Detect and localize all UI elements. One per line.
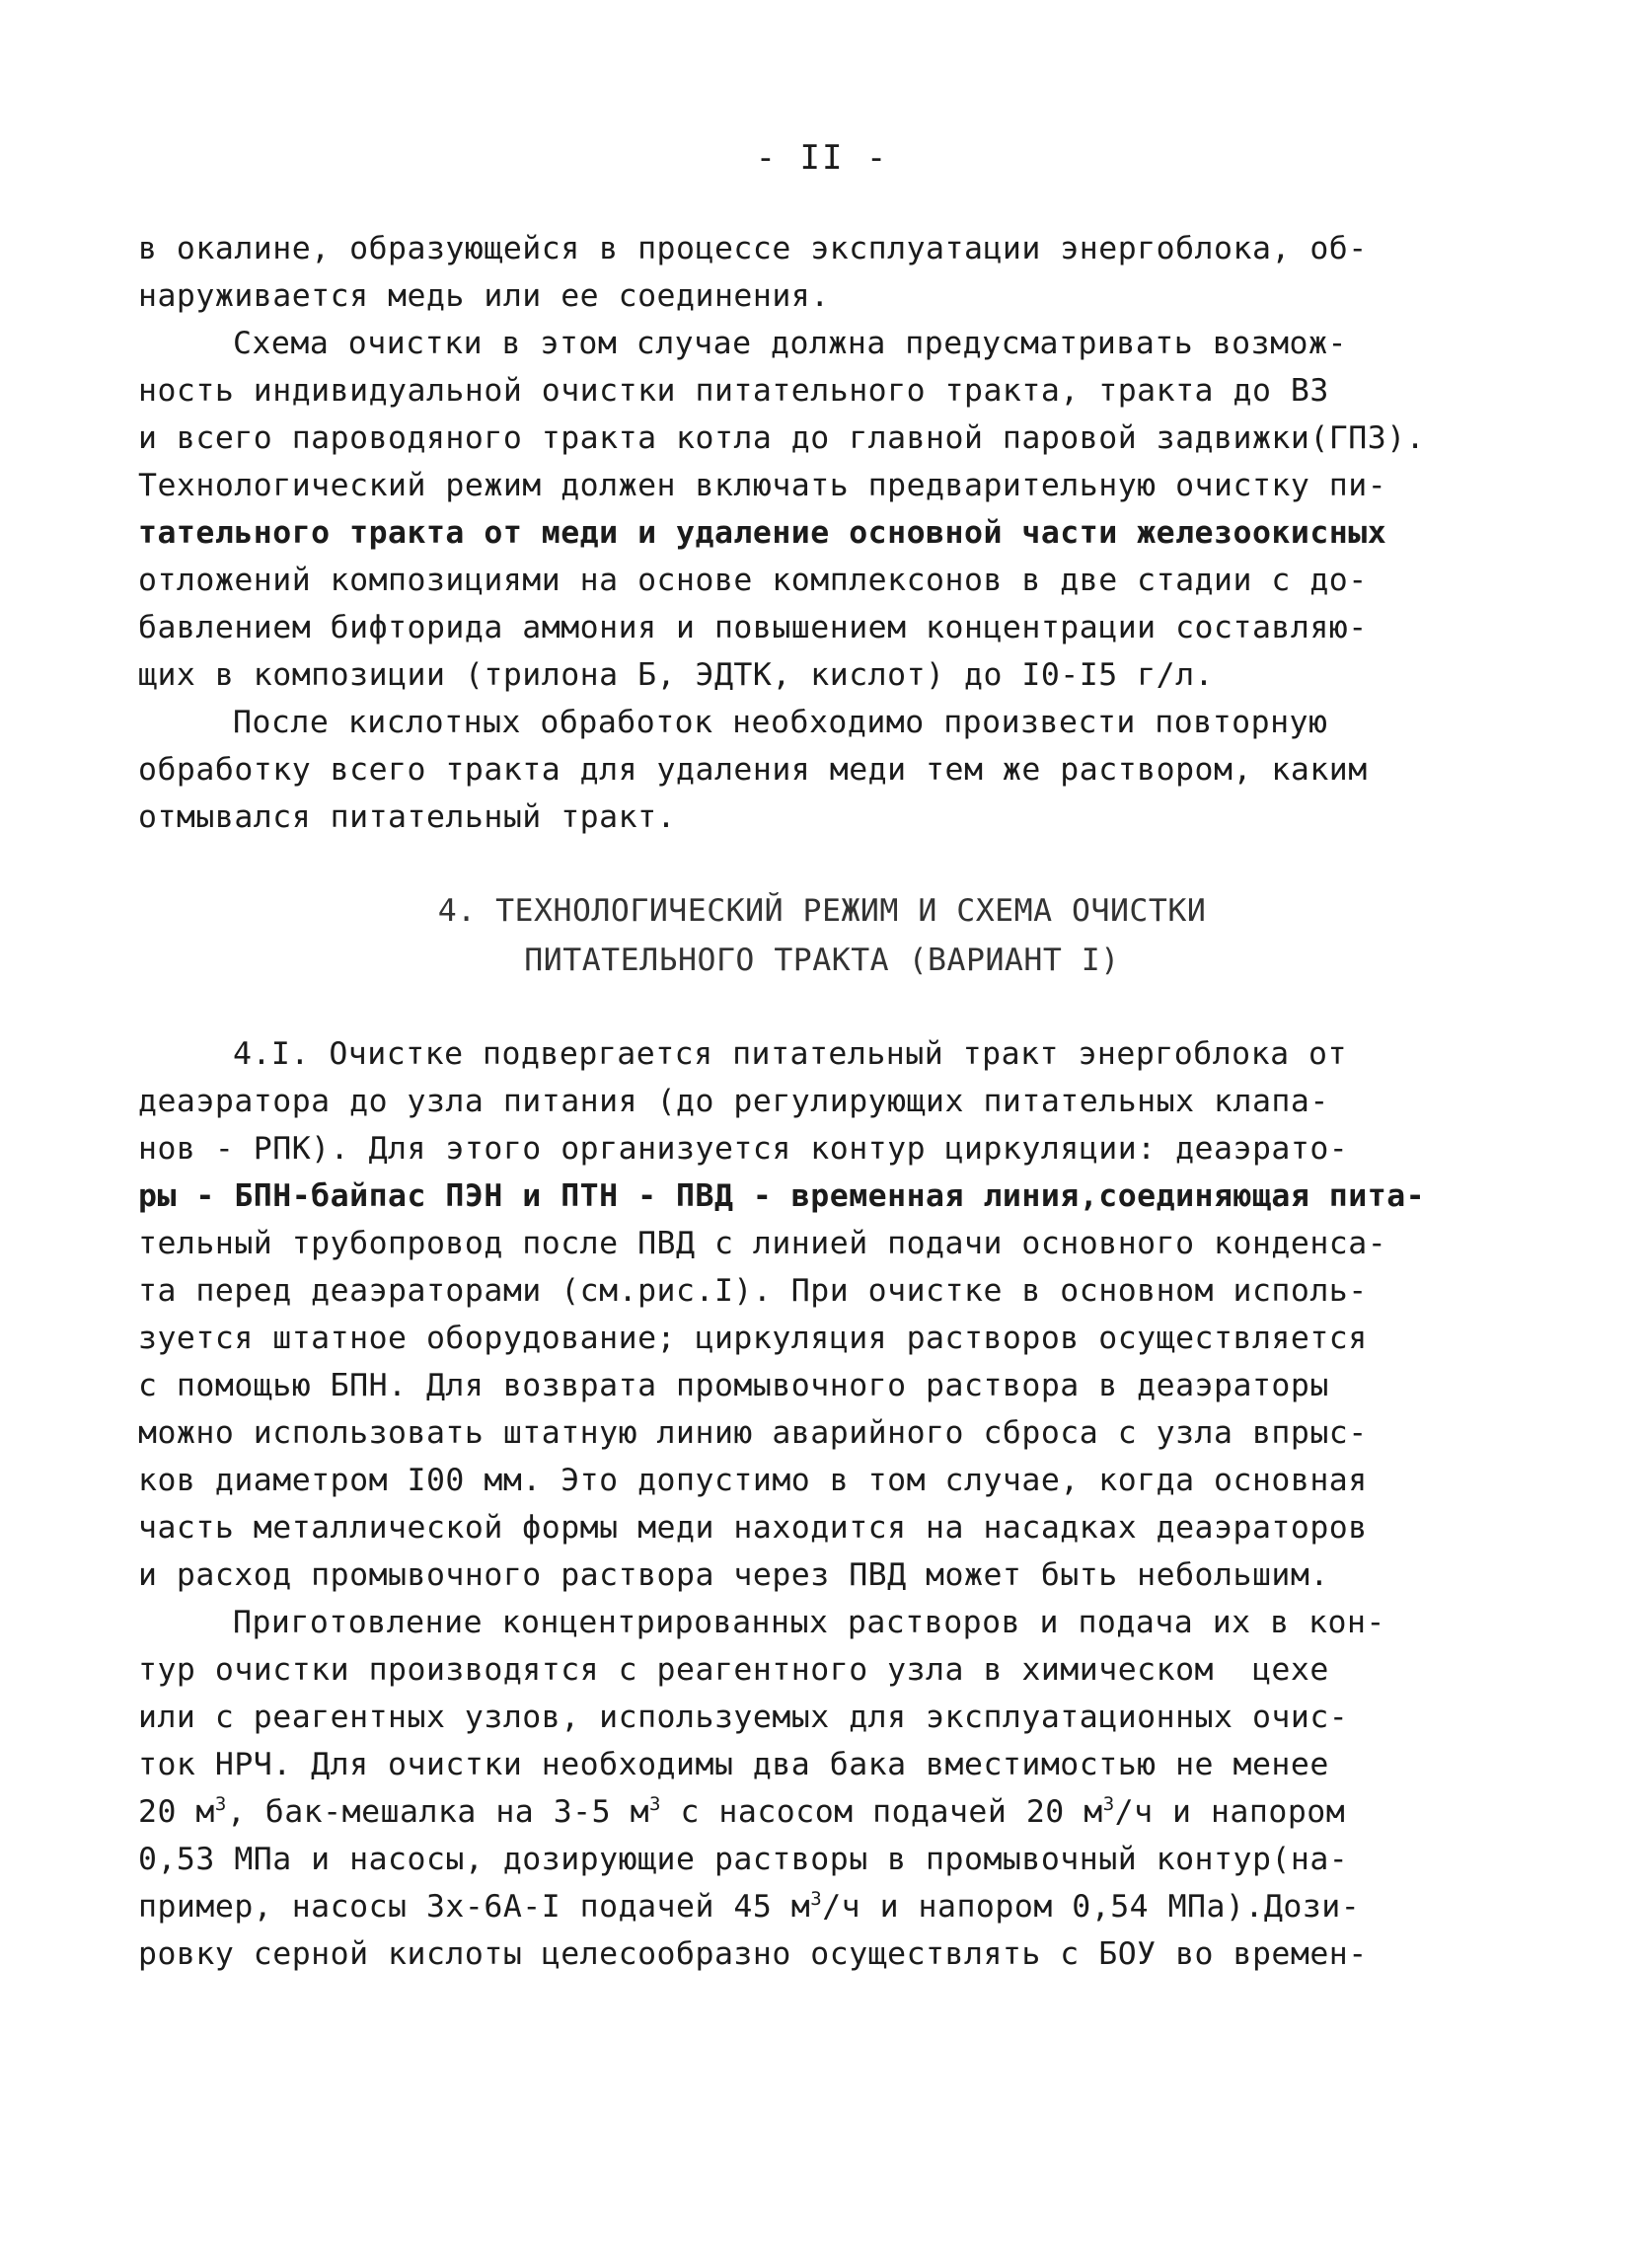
section-heading-line: ПИТАТЕЛЬНОГО ТРАКТА (ВАРИАНТ I)	[524, 943, 1120, 978]
text-segment: пример, насосы 3х-6А-I подачей 45 м	[138, 1889, 811, 1925]
text-line: та перед деаэраторами (см.рис.I). При очистке в основном исполь-	[138, 1273, 1368, 1309]
superscript: 3	[214, 1793, 227, 1815]
text-line: обработку всего тракта для удаления меди тем же раствором, каким	[138, 752, 1368, 788]
text-line: в окалине, образующейся в процессе эксплуатации энергоблока, об-	[138, 231, 1368, 266]
text-line: После кислотных обработок необходимо произвести повторную	[233, 705, 1328, 740]
text-line: щих в композиции (трилона Б, ЭДТК, кислот) до I0-I5 г/л.	[138, 657, 1215, 693]
paragraph-4-1	[138, 1030, 1460, 1599]
text-line: бавлением бифторида аммония и повышением концентрации составляю-	[138, 610, 1368, 645]
text-line: зуется штатное оборудование; циркуляция растворов осуществляется	[138, 1321, 1368, 1356]
preparation-paragraph	[138, 1599, 1460, 1978]
text-line: ток НРЧ. Для очистки необходимы два бака вместимостью не менее	[138, 1747, 1329, 1782]
text-line: тельный трубопровод после ПВД с линией подачи основного конденса-	[138, 1226, 1387, 1261]
text-line: Технологический режим должен включать предварительную очистку пи-	[138, 468, 1387, 503]
superscript: 3	[810, 1888, 823, 1910]
text-line: 0,53 МПа и насосы, дозирующие растворы в промывочный контур(на-	[138, 1842, 1349, 1877]
section-heading	[0, 886, 1644, 985]
text-segment: с насосом подачей 20 м	[661, 1794, 1103, 1830]
text-line: с помощью БПН. Для возврата промывочного раствора в деаэраторы	[138, 1368, 1329, 1403]
text-line: тур очистки производятся с реагентного узла в химическом цехе	[138, 1652, 1329, 1688]
text-line: ность индивидуальной очистки питательного тракта, тракта до ВЗ	[138, 373, 1329, 409]
text-line: нов - РПК). Для этого организуется контур циркуляции: деаэрато-	[138, 1131, 1349, 1167]
text-line: наруживается медь или ее соединения.	[138, 278, 830, 314]
text-line: деаэратора до узла питания (до регулирующих питательных клапа-	[138, 1084, 1329, 1119]
text-line-with-units	[138, 1788, 1460, 1836]
text-line: тательного тракта от меди и удаление основной части железоокисных	[138, 515, 1387, 551]
text-line: можно использовать штатную линию аварийного сброса с узла впрыс-	[138, 1415, 1368, 1451]
text-line-with-units	[138, 1883, 1460, 1930]
text-segment: , бак-мешалка на 3-5 м	[226, 1794, 650, 1830]
text-line: отложений композициями на основе комплексонов в две стадии с до-	[138, 563, 1368, 598]
intro-paragraph	[138, 225, 1460, 320]
text-line: и всего пароводяного тракта котла до главной паровой задвижки(ГПЗ).	[138, 420, 1426, 456]
text-line: 4.I. Очистке подвергается питательный тракт энергоблока от	[233, 1036, 1347, 1072]
text-line: или с реагентных узлов, используемых для эксплуатационных очис-	[138, 1700, 1349, 1735]
text-line: ков диаметром I00 мм. Это допустимо в том случае, когда основная	[138, 1463, 1368, 1498]
after-acid-paragraph	[138, 699, 1460, 841]
text-segment: /ч и напором	[1114, 1794, 1346, 1830]
text-segment: /ч и напором 0,54 МПа).Дози-	[822, 1889, 1361, 1925]
text-segment: 20 м	[138, 1794, 215, 1830]
superscript: 3	[1102, 1793, 1115, 1815]
text-line: ры - БПН-байпас ПЭН и ПТН - ПВД - временная линия,соединяющая пита-	[138, 1178, 1426, 1214]
text-line: Приготовление концентрированных растворов и подача их в кон-	[233, 1605, 1385, 1640]
text-line: отмывался питательный тракт.	[138, 799, 677, 835]
text-line: ровку серной кислоты целесообразно осуществлять с БОУ во времен-	[138, 1936, 1368, 1972]
superscript: 3	[649, 1793, 661, 1815]
text-line: часть металлической формы меди находится на насадках деаэраторов	[138, 1510, 1368, 1546]
text-line: Схема очистки в этом случае должна предусматривать возмож-	[233, 326, 1347, 361]
text-line: и расход промывочного раствора через ПВД может быть небольшим.	[138, 1557, 1329, 1593]
section-heading-line: 4. ТЕХНОЛОГИЧЕСКИЙ РЕЖИМ И СХЕМА ОЧИСТКИ	[437, 893, 1207, 929]
page-number: - II -	[755, 138, 889, 178]
scheme-paragraph	[138, 320, 1460, 699]
